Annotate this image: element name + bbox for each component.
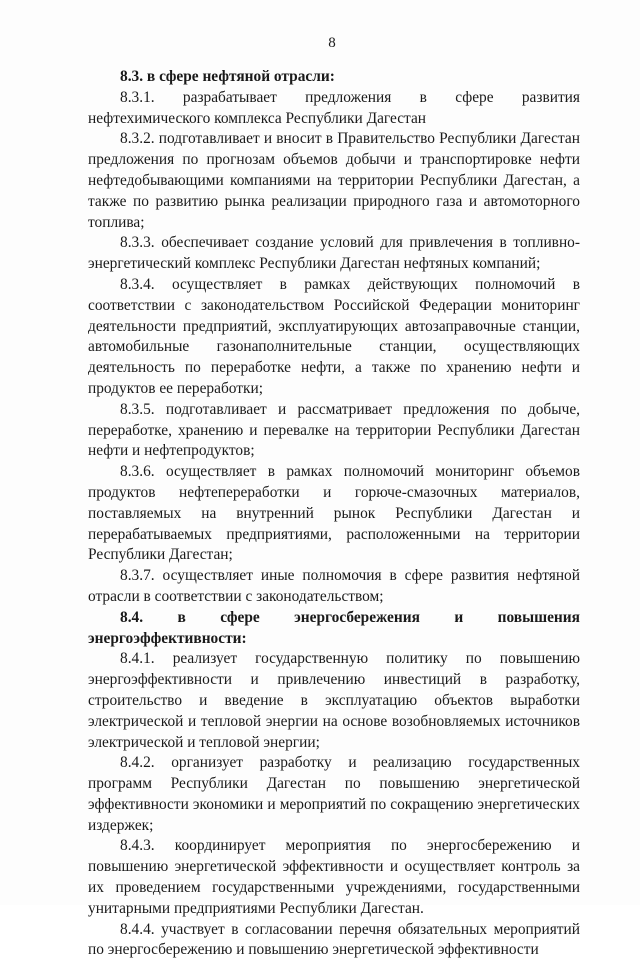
paragraph: 8.3.5. подготавливает и рассматривает предложения по добыче, переработке, хранению и перевалке на территории Республики Дагестан нефти и нефтепродуктов; bbox=[88, 400, 580, 460]
paragraph: 8.3.2. подготавливает и вносит в Правительство Республики Дагестан предложения по прогнозам объемов добычи и транспортировке нефти нефтедобывающими компаниями на территории Республики Дагестан, а также по развитию рынка реализации природного газа и автомоторного топлива; bbox=[88, 130, 580, 231]
paragraph: 8.4.4. участвует в согласовании перечня обязательных мероприятий по энергосбережению и повышению энергетической эффективности bbox=[88, 920, 580, 959]
section-heading: 8.3. в сфере нефтяной отрасли: bbox=[120, 68, 335, 85]
section-oil-industry bbox=[88, 67, 580, 608]
section-heading: 8.4. в сфере энергосбережения и повышения энергоэффективности: bbox=[88, 608, 580, 647]
paragraph: 8.3.7. осуществляет иные полномочия в сфере развития нефтяной отрасли в соответствии с законодательством; bbox=[88, 567, 580, 605]
paragraph: 8.4.2. организует разработку и реализацию государственных программ Республики Дагестан по повышению энергетической эффективности экономики и мероприятий по сокращению энергетических издержек; bbox=[88, 754, 580, 834]
paragraph: 8.4.3. координирует мероприятия по энергосбережению и повышению энергетической эффективности и осуществляет контроль за их проведением государственными учреждениями, государственными унитарными предприятиями Республики Дагестан. bbox=[88, 837, 580, 917]
page-number: 8 bbox=[328, 35, 336, 51]
paragraph: 8.3.4. осуществляет в рамках действующих полномочий в соответствии с законодательством Российской Федерации мониторинг деятельности предприятий, эксплуатирующих автозаправочные станции, автомобильные газонаполнительные станции, осуществляющих деятельность по переработке нефти, а также по хранению нефти и продуктов ее переработки; bbox=[88, 275, 580, 397]
paragraph: 8.4.1. реализует государственную политику по повышению энергоэффективности и привлечению инвестиций в разработку, строительство и введение в эксплуатацию объектов выработки электрической и тепловой энергии на основе возобновляемых источников электрической и тепловой энергии; bbox=[88, 650, 580, 751]
paragraph: 8.3.3. обеспечивает создание условий для привлечения в топливно-энергетический комплекс Республики Дагестан нефтяных компаний; bbox=[88, 234, 580, 273]
document-body bbox=[88, 67, 580, 961]
paragraph: 8.3.1. разрабатывает предложения в сфере развития нефтехимического комплекса Республики Дагестан bbox=[88, 88, 580, 127]
paragraph: 8.3.6. осуществляет в рамках полномочий мониторинг объемов продуктов нефтепереработки и горюче-смазочных материалов, поставляемых на внутренний рынок Республики Дагестан и перерабатываемых предприятиями, расположенными на территории Республики Дагестан; bbox=[88, 463, 580, 564]
section-energy-saving bbox=[88, 608, 580, 961]
